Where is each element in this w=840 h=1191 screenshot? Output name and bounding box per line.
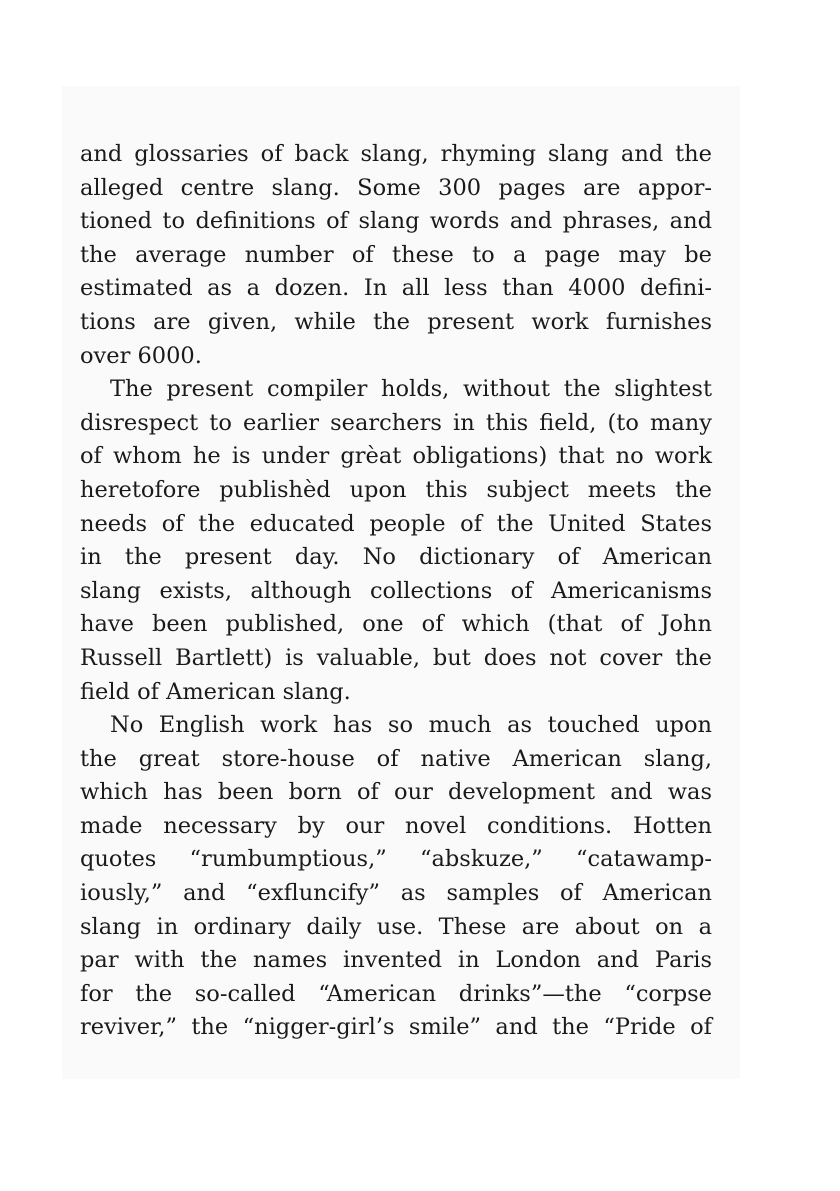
text-line: of whom he is under grèat obligations) that no work bbox=[80, 443, 712, 470]
body-text bbox=[80, 138, 712, 1045]
text-line: reviver,” the “nigger-girl’s smile” and the “Pride of bbox=[80, 1014, 712, 1041]
text-line: alleged centre slang. Some 300 pages are appor- bbox=[80, 174, 712, 201]
text-line: tions are given, while the present work furnishes bbox=[80, 308, 712, 335]
text-line: the great store-house of native American slang, bbox=[80, 745, 712, 772]
text-line: iously,” and “exfluncify” as samples of American bbox=[80, 880, 712, 907]
text-line: The present compiler holds, without the slightest bbox=[110, 376, 712, 403]
text-line: slang exists, although collections of Americanisms bbox=[80, 577, 712, 604]
text-line: made necessary by our novel conditions. Hotten bbox=[80, 812, 712, 839]
text-line: in the present day. No dictionary of American bbox=[80, 544, 712, 571]
text-line: have been published, one of which (that of John bbox=[80, 611, 712, 638]
text-line: which has been born of our development and was bbox=[80, 779, 712, 806]
text-line: Russell Bartlett) is valuable, but does not cover the bbox=[80, 644, 712, 671]
text-line: par with the names invented in London and Paris bbox=[80, 947, 712, 974]
text-line: needs of the educated people of the United States bbox=[80, 510, 712, 537]
text-line: quotes “rumbumptious,” “abskuze,” “catawamp- bbox=[80, 846, 712, 873]
text-line: disrespect to earlier searchers in this field, (to many bbox=[80, 409, 712, 436]
text-line: No English work has so much as touched upon bbox=[110, 712, 712, 739]
text-line: heretofore publishèd upon this subject meets the bbox=[80, 476, 712, 503]
text-line: and glossaries of back slang, rhyming slang and the bbox=[80, 141, 712, 167]
text-line: over 6000. bbox=[80, 342, 202, 369]
text-line: tioned to definitions of slang words and phrases, and bbox=[80, 208, 712, 235]
text-line: slang in ordinary daily use. These are about on a bbox=[80, 913, 712, 940]
text-line: the average number of these to a page may be bbox=[80, 241, 712, 268]
text-line: for the so-called “American drinks”—the “corpse bbox=[80, 980, 712, 1007]
text-line: field of American slang. bbox=[80, 678, 351, 705]
text-line: estimated as a dozen. In all less than 4000 defini- bbox=[80, 275, 712, 302]
